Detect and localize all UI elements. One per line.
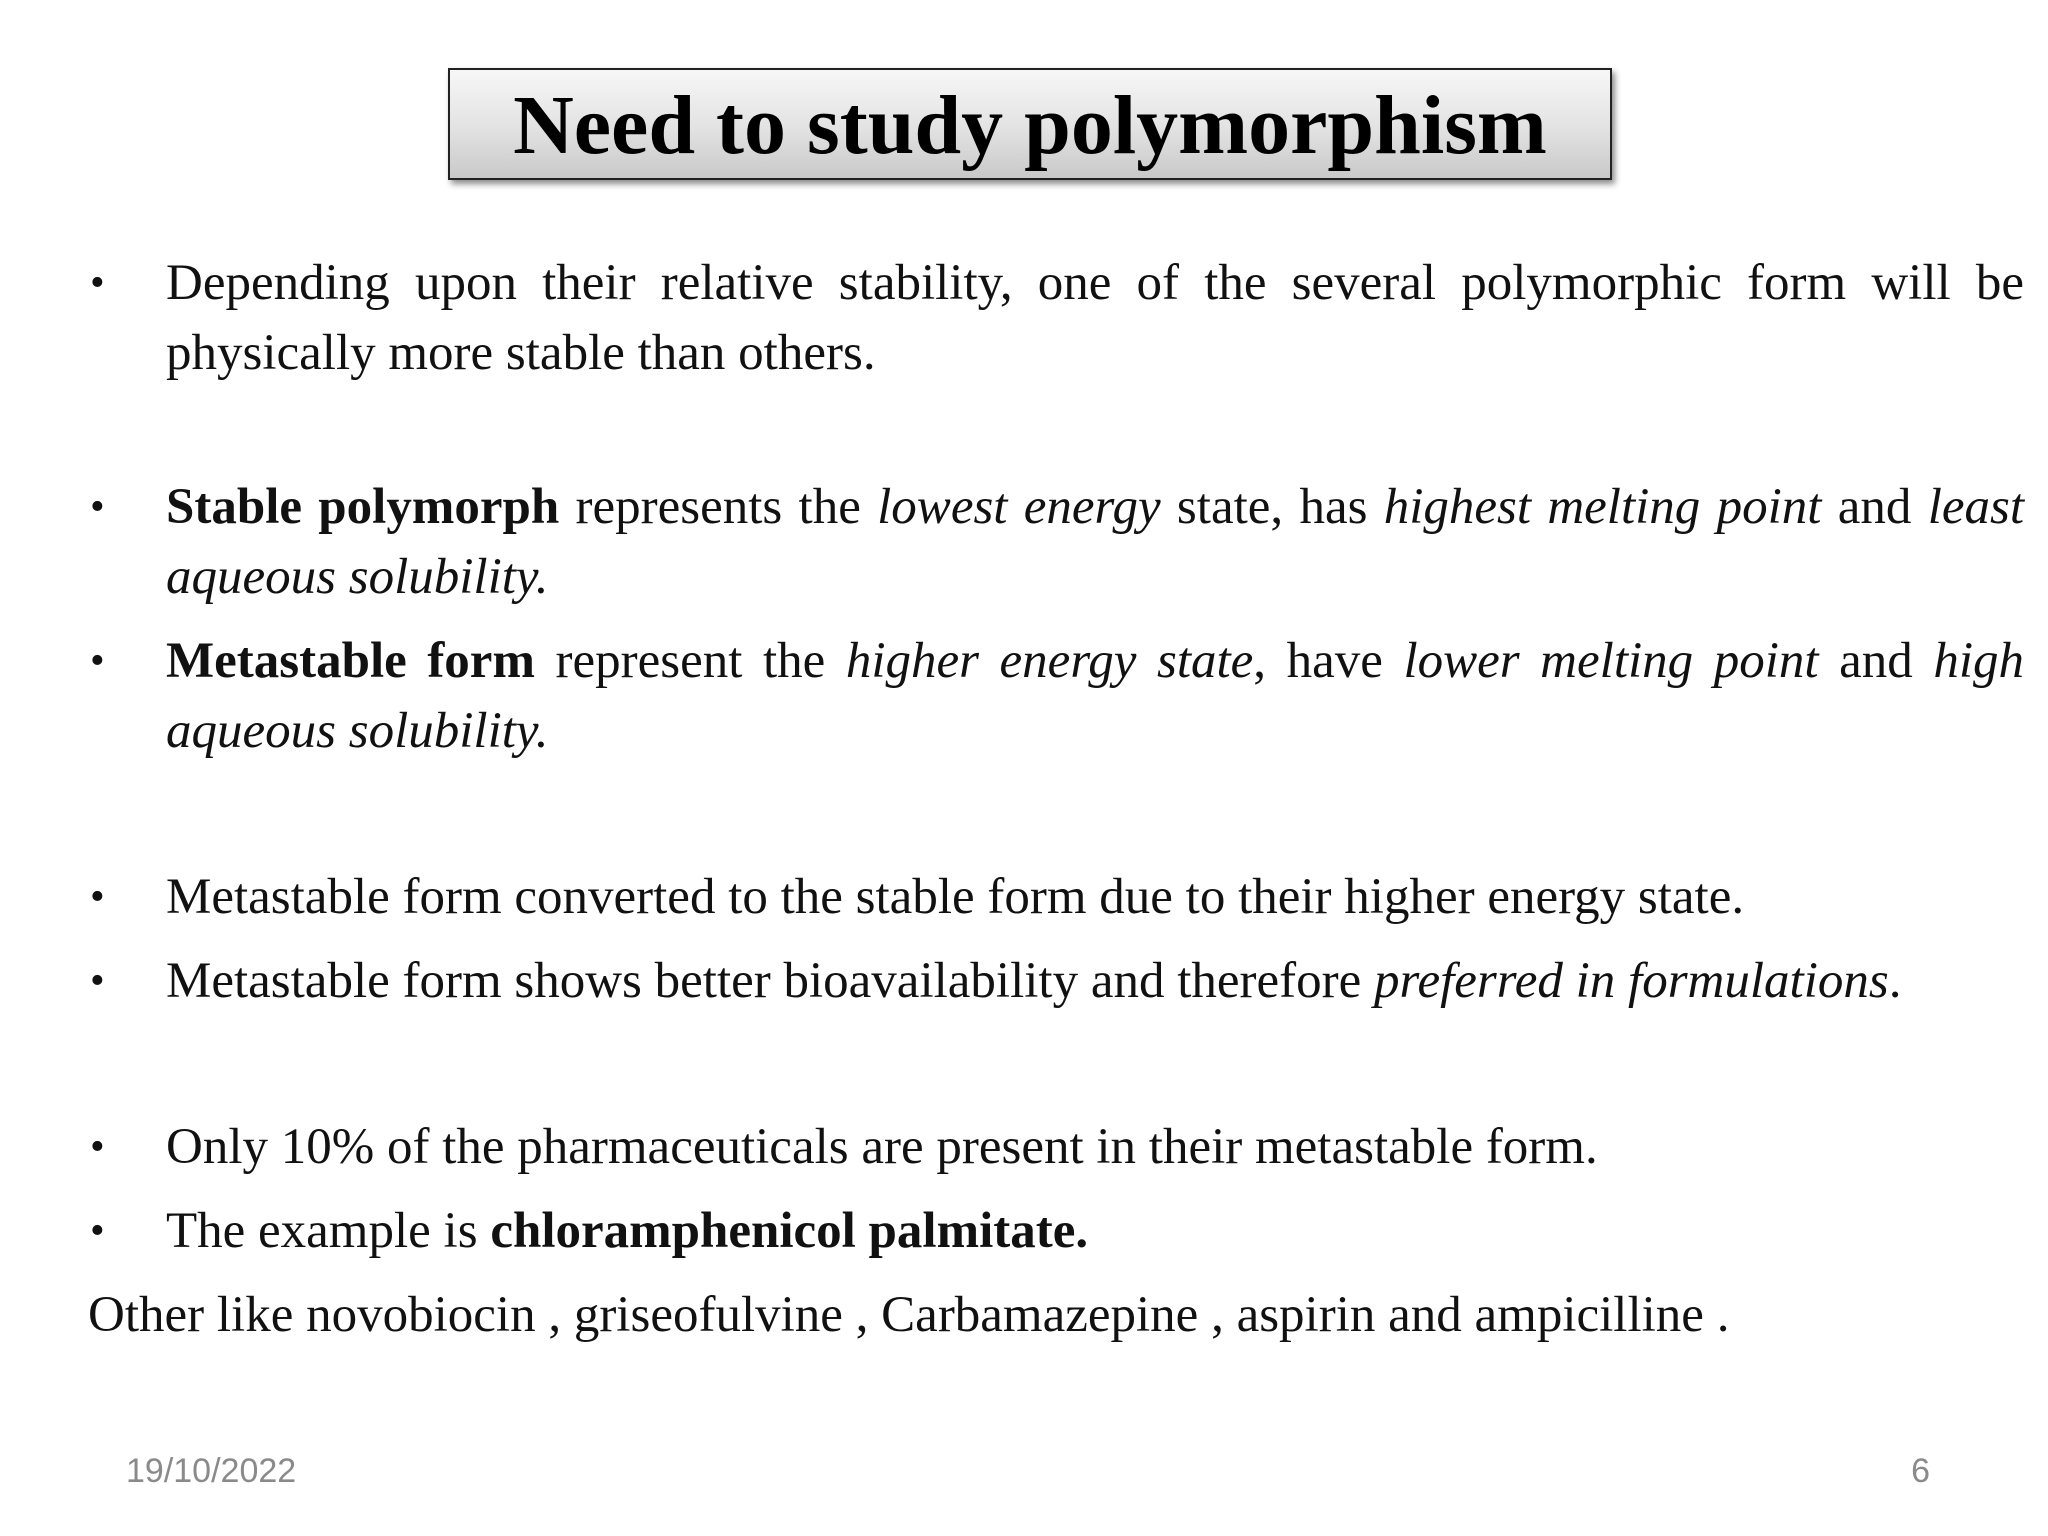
bullet-item-5 <box>88 946 2024 1016</box>
bullet-icon: • <box>90 958 105 1004</box>
bullet-item-2 <box>88 472 2024 612</box>
bullet-5-text-2: . <box>1888 953 1902 1009</box>
bullet-6-text: Only 10% of the pharmaceuticals are present in their metastable form. <box>166 1119 1598 1175</box>
bullet-2-italic-2: highest melting point <box>1383 479 1822 535</box>
bullet-item-1 <box>88 248 2024 388</box>
bullet-2-text-1: represents the <box>559 479 878 535</box>
bullet-3-italic-2: lower melting point <box>1403 633 1819 689</box>
bullet-7-bold-term: chloramphenicol palmitate. <box>490 1203 1089 1259</box>
bullet-icon: • <box>90 874 105 920</box>
bullet-4-text: Metastable form converted to the stable form due to their higher energy state. <box>166 869 1745 925</box>
bullet-item-6 <box>88 1112 2024 1182</box>
bullet-5-text-1: Metastable form shows better bioavailability and therefore <box>166 953 1375 1009</box>
bullet-3-italic-3: high aqueous solubility. <box>166 633 2025 759</box>
title-box <box>448 68 1612 180</box>
bullet-icon: • <box>90 484 105 530</box>
bullet-2-italic-1: lowest energy <box>877 479 1161 535</box>
bullet-3-italic-1: higher energy state <box>845 633 1254 689</box>
slide-title: Need to study polymorphism <box>513 79 1547 172</box>
bullet-icon: • <box>90 260 105 306</box>
other-examples-line: Other like novobiocin , griseofulvine , Carbamazepine , aspirin and ampicilline . <box>88 1287 1730 1343</box>
bullet-7-text-1: The example is <box>166 1203 491 1259</box>
bullet-2-text-3: and <box>1821 479 1928 535</box>
bullet-3-text-3: and <box>1818 633 1934 689</box>
bullet-2-text-2: state, has <box>1160 479 1384 535</box>
bullet-icon: • <box>90 1208 105 1254</box>
bullet-2-bold-term: Stable polymorph <box>166 479 560 535</box>
bullet-item-3 <box>88 626 2024 766</box>
bullet-3-text-2: , have <box>1253 633 1404 689</box>
bullet-5-italic-1: preferred in formulations <box>1374 953 1889 1009</box>
bullet-3-text-1: represent the <box>534 633 846 689</box>
bullet-item-7 <box>88 1196 2024 1266</box>
bullet-1-text: Depending upon their relative stability, one of the several polymorphic form will be physically more stable than others. <box>166 255 2024 381</box>
bullet-icon: • <box>90 1124 105 1170</box>
bullet-3-bold-term: Metastable form <box>166 633 535 689</box>
slide-body <box>88 248 2024 1350</box>
footer-date: 19/10/2022 <box>126 1452 297 1490</box>
bullet-icon: • <box>90 638 105 684</box>
bullet-item-4 <box>88 862 2024 932</box>
footer-page-number: 6 <box>1911 1452 1930 1490</box>
bullet-2-italic-3: least aqueous solubility. <box>166 479 2025 605</box>
